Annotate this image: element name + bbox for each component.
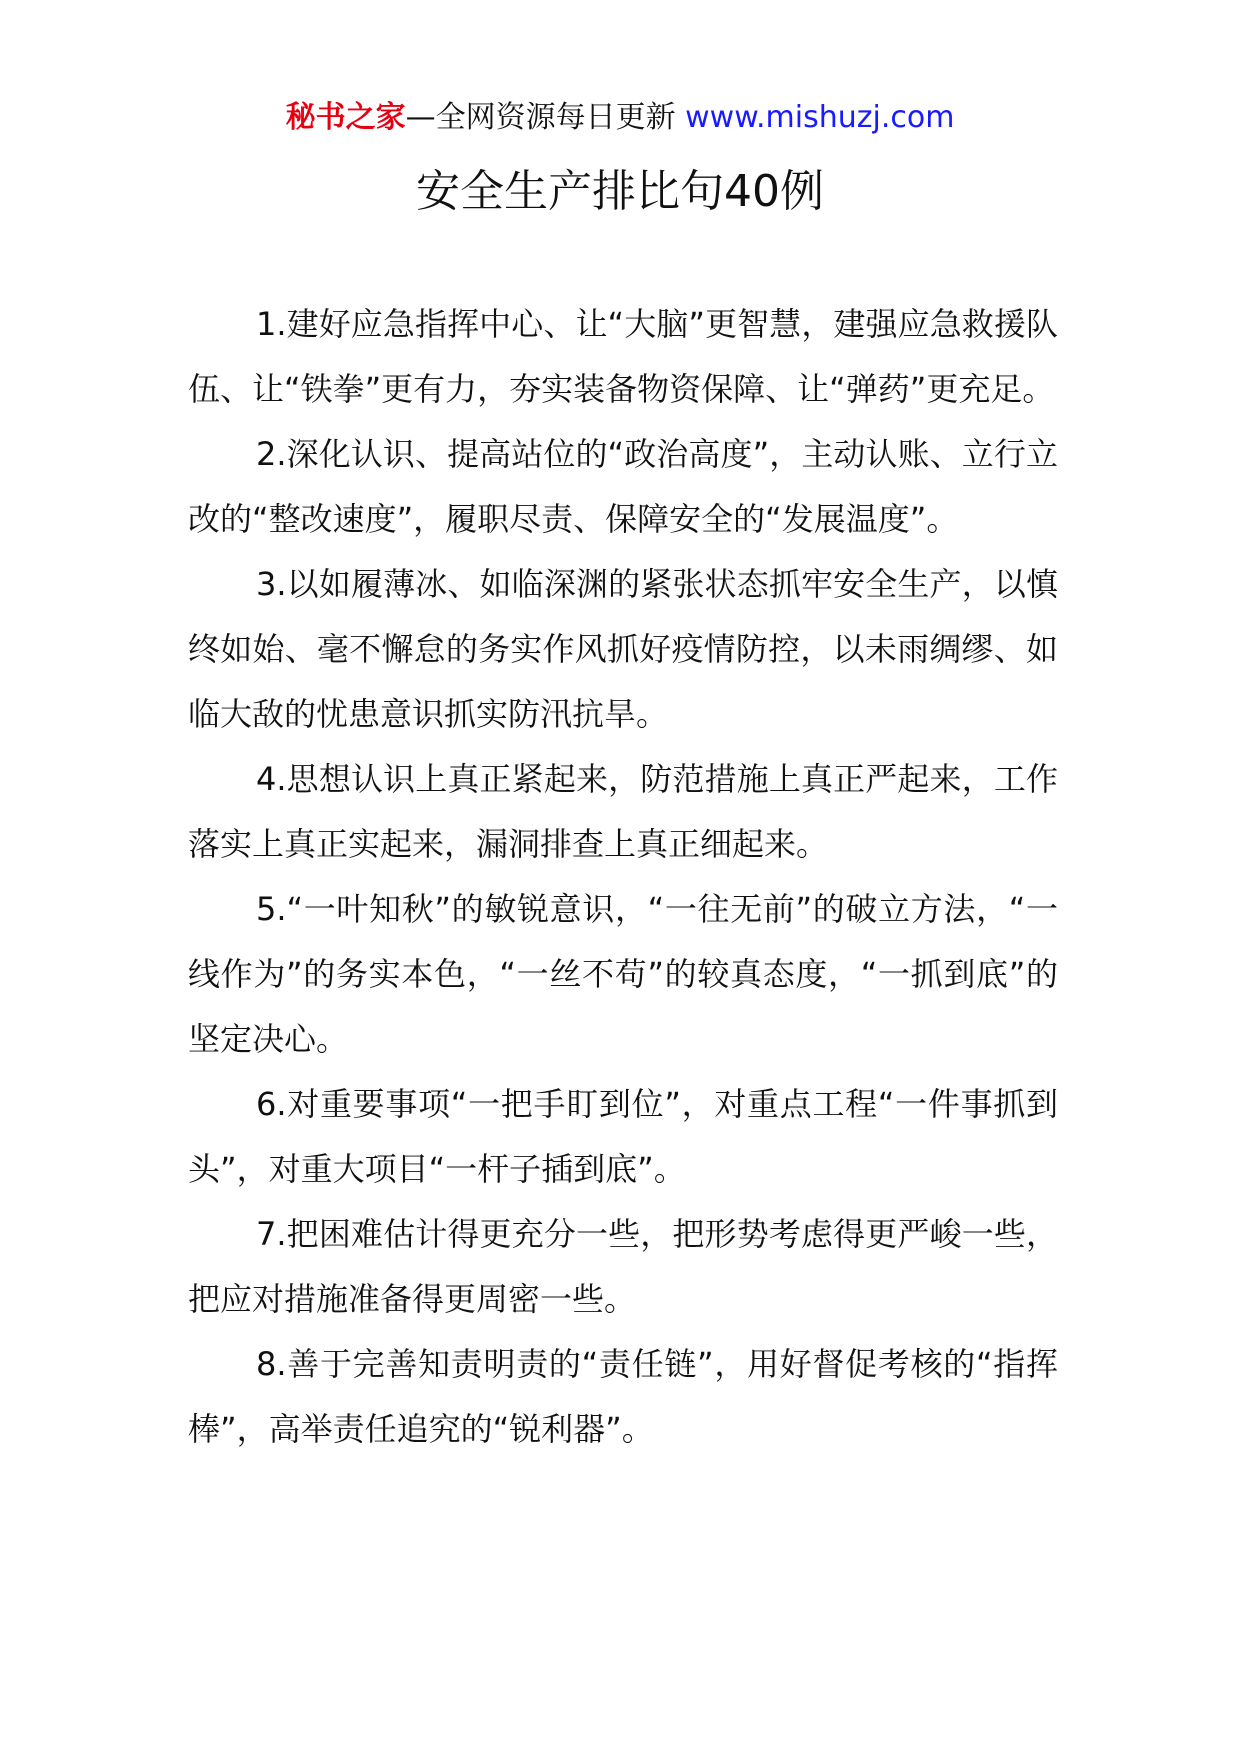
site-brand: 秘书之家	[285, 100, 406, 135]
paragraph-7: 7.把困难估计得更充分一些，把形势考虑得更严峻一些，把应对措施准备得更周密一些。	[188, 1215, 1058, 1318]
paragraph-8: 8.善于完善知责明责的“责任链”，用好督促考核的“指挥棒”，高举责任追究的“锐利器”。	[188, 1345, 1058, 1448]
paragraph-4: 4.思想认识上真正紧起来，防范措施上真正严起来，工作落实上真正实起来，漏洞排查上真正细起来。	[188, 760, 1058, 863]
site-header	[0, 98, 1240, 138]
site-tagline: —全网资源每日更新	[405, 100, 676, 135]
paragraph-1: 1.建好应急指挥中心、让“大脑”更智慧，建强应急救援队伍、让“铁拳”更有力，夯实装备物资保障、让“弹药”更充足。	[188, 305, 1058, 408]
paragraph-3: 3.以如履薄冰、如临深渊的紧张状态抓牢安全生产，以慎终如始、毫不懈怠的务实作风抓好疫情防控，以未雨绸缪、如临大敌的忧患意识抓实防汛抗旱。	[188, 565, 1058, 733]
site-url-link[interactable]: www.mishuzj.com	[685, 100, 955, 135]
paragraph-2: 2.深化认识、提高站位的“政治高度”，主动认账、立行立改的“整改速度”，履职尽责、保障安全的“发展温度”。	[188, 435, 1058, 538]
paragraph-6: 6.对重要事项“一把手盯到位”，对重点工程“一件事抓到头”，对重大项目“一杆子插到底”。	[188, 1085, 1058, 1188]
paragraph-5: 5.“一叶知秋”的敏锐意识，“一往无前”的破立方法，“一线作为”的务实本色，“一丝不苟”的较真态度，“一抓到底”的坚定决心。	[188, 890, 1058, 1058]
document-body	[188, 292, 1058, 1462]
document-title: 安全生产排比句40例	[416, 166, 824, 217]
